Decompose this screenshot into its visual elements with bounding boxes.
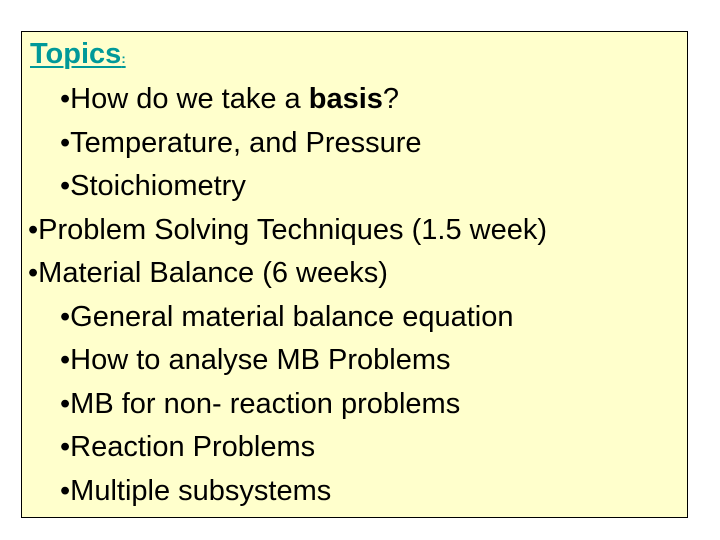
bullet-text-bold: basis bbox=[308, 83, 383, 115]
bullet-item-multiple-subsystems bbox=[60, 474, 331, 508]
bullet-marker: • bbox=[60, 301, 71, 333]
bullet-item-non-reaction bbox=[60, 387, 460, 421]
slide-title bbox=[30, 38, 126, 71]
bullet-text: General material balance equation bbox=[70, 301, 514, 333]
bullet-item-problem-solving bbox=[28, 213, 547, 247]
bullet-item-material-balance bbox=[28, 256, 388, 290]
bullet-item-temperature bbox=[60, 126, 422, 160]
bullet-marker: • bbox=[60, 388, 71, 420]
bullet-text: Multiple subsystems bbox=[70, 475, 332, 507]
bullet-marker: • bbox=[60, 344, 71, 376]
bullet-marker: • bbox=[60, 431, 71, 463]
bullet-marker: • bbox=[60, 127, 71, 159]
bullet-item-general-mb-equation bbox=[60, 300, 514, 334]
bullet-marker: • bbox=[28, 257, 39, 289]
bullet-marker: • bbox=[28, 214, 39, 246]
bullet-item-basis bbox=[60, 82, 399, 116]
bullet-text-part: ? bbox=[382, 83, 400, 115]
bullet-marker: • bbox=[60, 83, 71, 115]
bullet-text: Reaction Problems bbox=[70, 431, 316, 463]
bullet-item-analyse-mb bbox=[60, 343, 451, 377]
title-text: Topics bbox=[30, 38, 122, 70]
bullet-marker: • bbox=[60, 170, 71, 202]
bullet-text: Material Balance (6 weeks) bbox=[38, 257, 388, 289]
bullet-item-reaction-problems bbox=[60, 430, 315, 464]
bullet-text: MB for non- reaction problems bbox=[70, 388, 461, 420]
bullet-text: How to analyse MB Problems bbox=[70, 344, 451, 376]
bullet-item-stoichiometry bbox=[60, 169, 246, 203]
bullet-text: Problem Solving Techniques (1.5 week) bbox=[38, 214, 548, 246]
bullet-text: Stoichiometry bbox=[70, 170, 246, 202]
bullet-text: Temperature, and Pressure bbox=[70, 127, 422, 159]
bullet-text-part: How do we take a bbox=[70, 83, 309, 115]
bullet-marker: • bbox=[60, 475, 71, 507]
title-colon: : bbox=[121, 51, 126, 66]
